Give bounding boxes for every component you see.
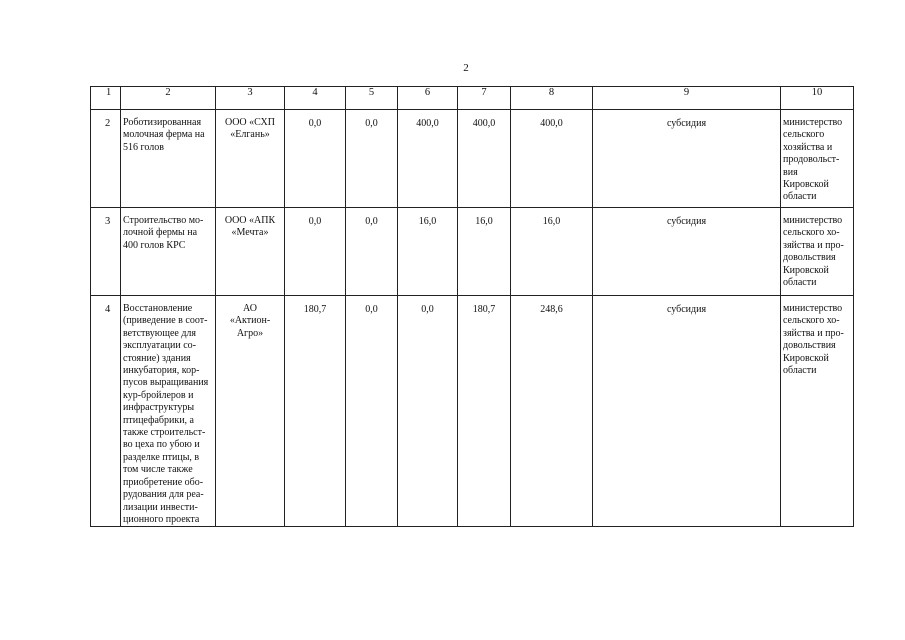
column-header: 9 xyxy=(593,87,781,110)
value-cell-col4: 180,7 xyxy=(285,296,346,527)
column-header: 8 xyxy=(511,87,593,110)
value-cell-col5: 0,0 xyxy=(346,296,398,527)
support-type-cell: субсидия xyxy=(593,110,781,208)
value-cell-col8: 248,6 xyxy=(511,296,593,527)
value-cell-col6: 0,0 xyxy=(398,296,458,527)
value-cell-col6: 16,0 xyxy=(398,208,458,296)
company-cell: ООО «АПК «Мечта» xyxy=(216,208,285,296)
column-header: 3 xyxy=(216,87,285,110)
value-cell-col7: 400,0 xyxy=(458,110,511,208)
project-name-cell: Строительство мо- лочной фермы на 400 голов КРС xyxy=(121,208,216,296)
value-cell-col6: 400,0 xyxy=(398,110,458,208)
value-cell-col4: 0,0 xyxy=(285,208,346,296)
value-cell-col5: 0,0 xyxy=(346,208,398,296)
column-header: 1 xyxy=(91,87,121,110)
value-cell-col8: 16,0 xyxy=(511,208,593,296)
table-header-row xyxy=(91,87,854,110)
column-header: 7 xyxy=(458,87,511,110)
support-type-cell: субсидия xyxy=(593,208,781,296)
column-header: 5 xyxy=(346,87,398,110)
row-number-cell: 4 xyxy=(91,296,121,527)
page-number: 2 xyxy=(463,62,469,74)
table-row xyxy=(91,208,854,296)
table-row xyxy=(91,296,854,527)
ministry-cell: министерство сельского хо- зяйства и про- довольствия Кировской области xyxy=(781,208,854,296)
row-number-cell: 3 xyxy=(91,208,121,296)
value-cell-col7: 180,7 xyxy=(458,296,511,527)
company-cell: ООО «СХП «Елгань» xyxy=(216,110,285,208)
column-header: 10 xyxy=(781,87,854,110)
ministry-cell: министерство сельского хозяйства и продовольст- вия Кировской области xyxy=(781,110,854,208)
row-number-cell: 2 xyxy=(91,110,121,208)
column-header: 2 xyxy=(121,87,216,110)
column-header: 4 xyxy=(285,87,346,110)
project-name-cell: Восстановление (приведение в соот- ветствующее для эксплуатации со- стояние) здания инкубатория, кор- пусов выращивания кур-бройлеров и инфраструктуры птицефабрики, а также строительст- во цеха по убою и разделке птицы, в том числе также приобретение обо- рудования для реа- лизации инвести- ционного проекта xyxy=(121,296,216,527)
investment-projects-table xyxy=(90,86,854,527)
column-header: 6 xyxy=(398,87,458,110)
value-cell-col5: 0,0 xyxy=(346,110,398,208)
table-row xyxy=(91,110,854,208)
ministry-cell: министерство сельского хо- зяйства и про- довольствия Кировской области xyxy=(781,296,854,527)
value-cell-col4: 0,0 xyxy=(285,110,346,208)
project-name-cell: Роботизированная молочная ферма на 516 голов xyxy=(121,110,216,208)
company-cell: АО «Актион- Агро» xyxy=(216,296,285,527)
value-cell-col8: 400,0 xyxy=(511,110,593,208)
value-cell-col7: 16,0 xyxy=(458,208,511,296)
support-type-cell: субсидия xyxy=(593,296,781,527)
